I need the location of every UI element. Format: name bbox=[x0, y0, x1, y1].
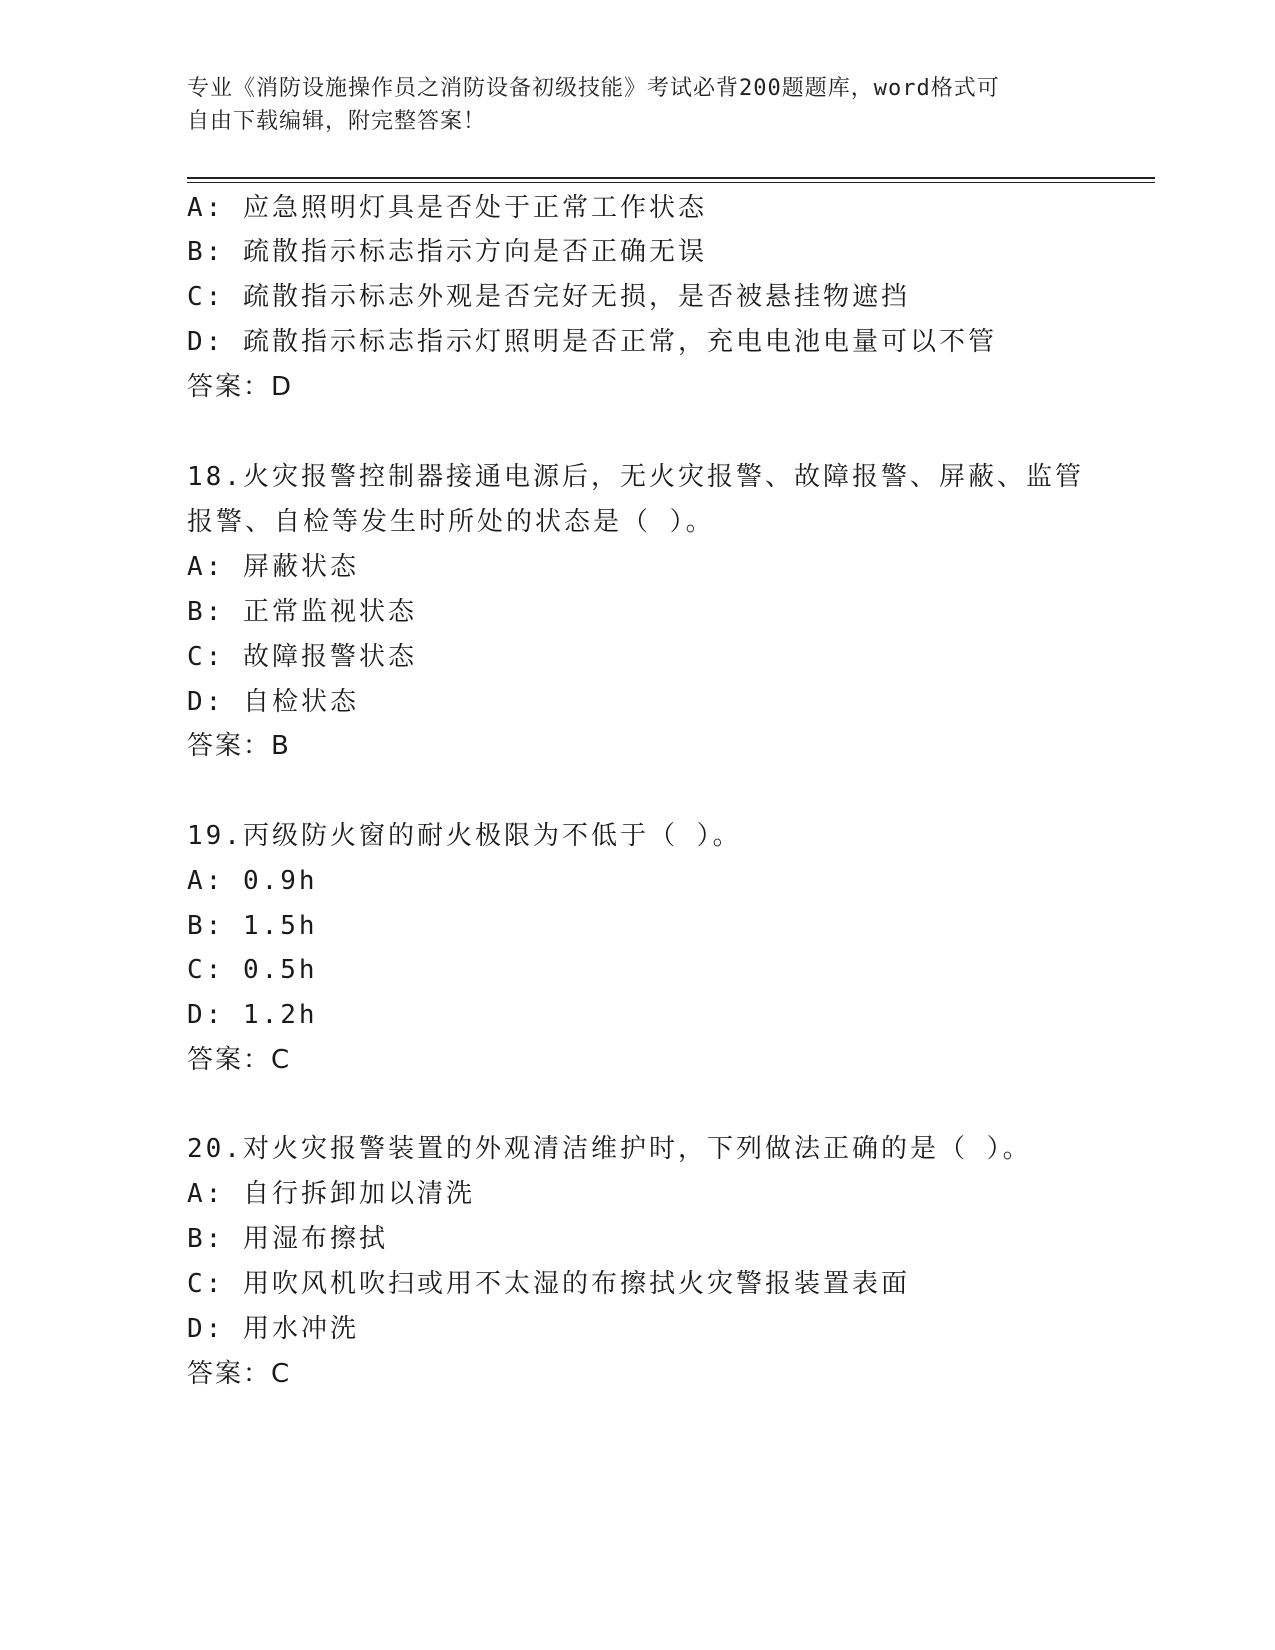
q17-option-b: B: 疏散指示标志指示方向是否正确无误 bbox=[187, 237, 707, 267]
q20-option-b: B: 用湿布擦拭 bbox=[187, 1224, 388, 1254]
q18-stem-line-2: 报警、自检等发生时所处的状态是（ ）。 bbox=[187, 507, 715, 537]
header-line-2: 自由下载编辑，附完整答案！ bbox=[187, 109, 487, 134]
q20-option-a: A: 自行拆卸加以清洗 bbox=[187, 1179, 475, 1209]
q20-option-c: C: 用吹风机吹扫或用不太湿的布擦拭火灾警报装置表面 bbox=[187, 1269, 910, 1299]
q18-option-b: B: 正常监视状态 bbox=[187, 597, 417, 627]
q18-stem-line-1: 18.火灾报警控制器接通电源后，无火灾报警、故障报警、屏蔽、监管 bbox=[187, 462, 1084, 492]
q18-option-c: C: 故障报警状态 bbox=[187, 642, 417, 672]
q19-option-d: D: 1.2h bbox=[187, 1000, 318, 1030]
q18-option-a: A: 屏蔽状态 bbox=[187, 552, 359, 582]
q17-option-d: D: 疏散指示标志指示灯照明是否正常，充电电池电量可以不管 bbox=[187, 327, 997, 357]
q19-answer: 答案：C bbox=[187, 1045, 292, 1075]
q19-option-a: A: 0.9h bbox=[187, 866, 318, 896]
q17-option-a: A: 应急照明灯具是否处于正常工作状态 bbox=[187, 193, 707, 223]
document-header bbox=[187, 72, 1067, 138]
q18-answer: 答案：B bbox=[187, 731, 291, 761]
header-divider-thick bbox=[187, 177, 1155, 179]
q18-option-d: D: 自检状态 bbox=[187, 687, 359, 717]
q19-stem: 19.丙级防火窗的耐火极限为不低于（ ）。 bbox=[187, 821, 742, 851]
q20-answer: 答案：C bbox=[187, 1359, 292, 1389]
q17-option-c: C: 疏散指示标志外观是否完好无损，是否被悬挂物遮挡 bbox=[187, 282, 910, 312]
q19-option-c: C: 0.5h bbox=[187, 955, 318, 985]
q17-answer: 答案：D bbox=[187, 372, 294, 402]
header-line-1: 专业《消防设施操作员之消防设备初级技能》考试必背200题题库，word格式可 bbox=[187, 76, 1000, 101]
header-divider-thin bbox=[187, 182, 1155, 183]
q19-option-b: B: 1.5h bbox=[187, 911, 318, 941]
q20-stem: 20.对火灾报警装置的外观清洁维护时，下列做法正确的是（ ）。 bbox=[187, 1134, 1032, 1164]
q20-option-d: D: 用水冲洗 bbox=[187, 1314, 359, 1344]
